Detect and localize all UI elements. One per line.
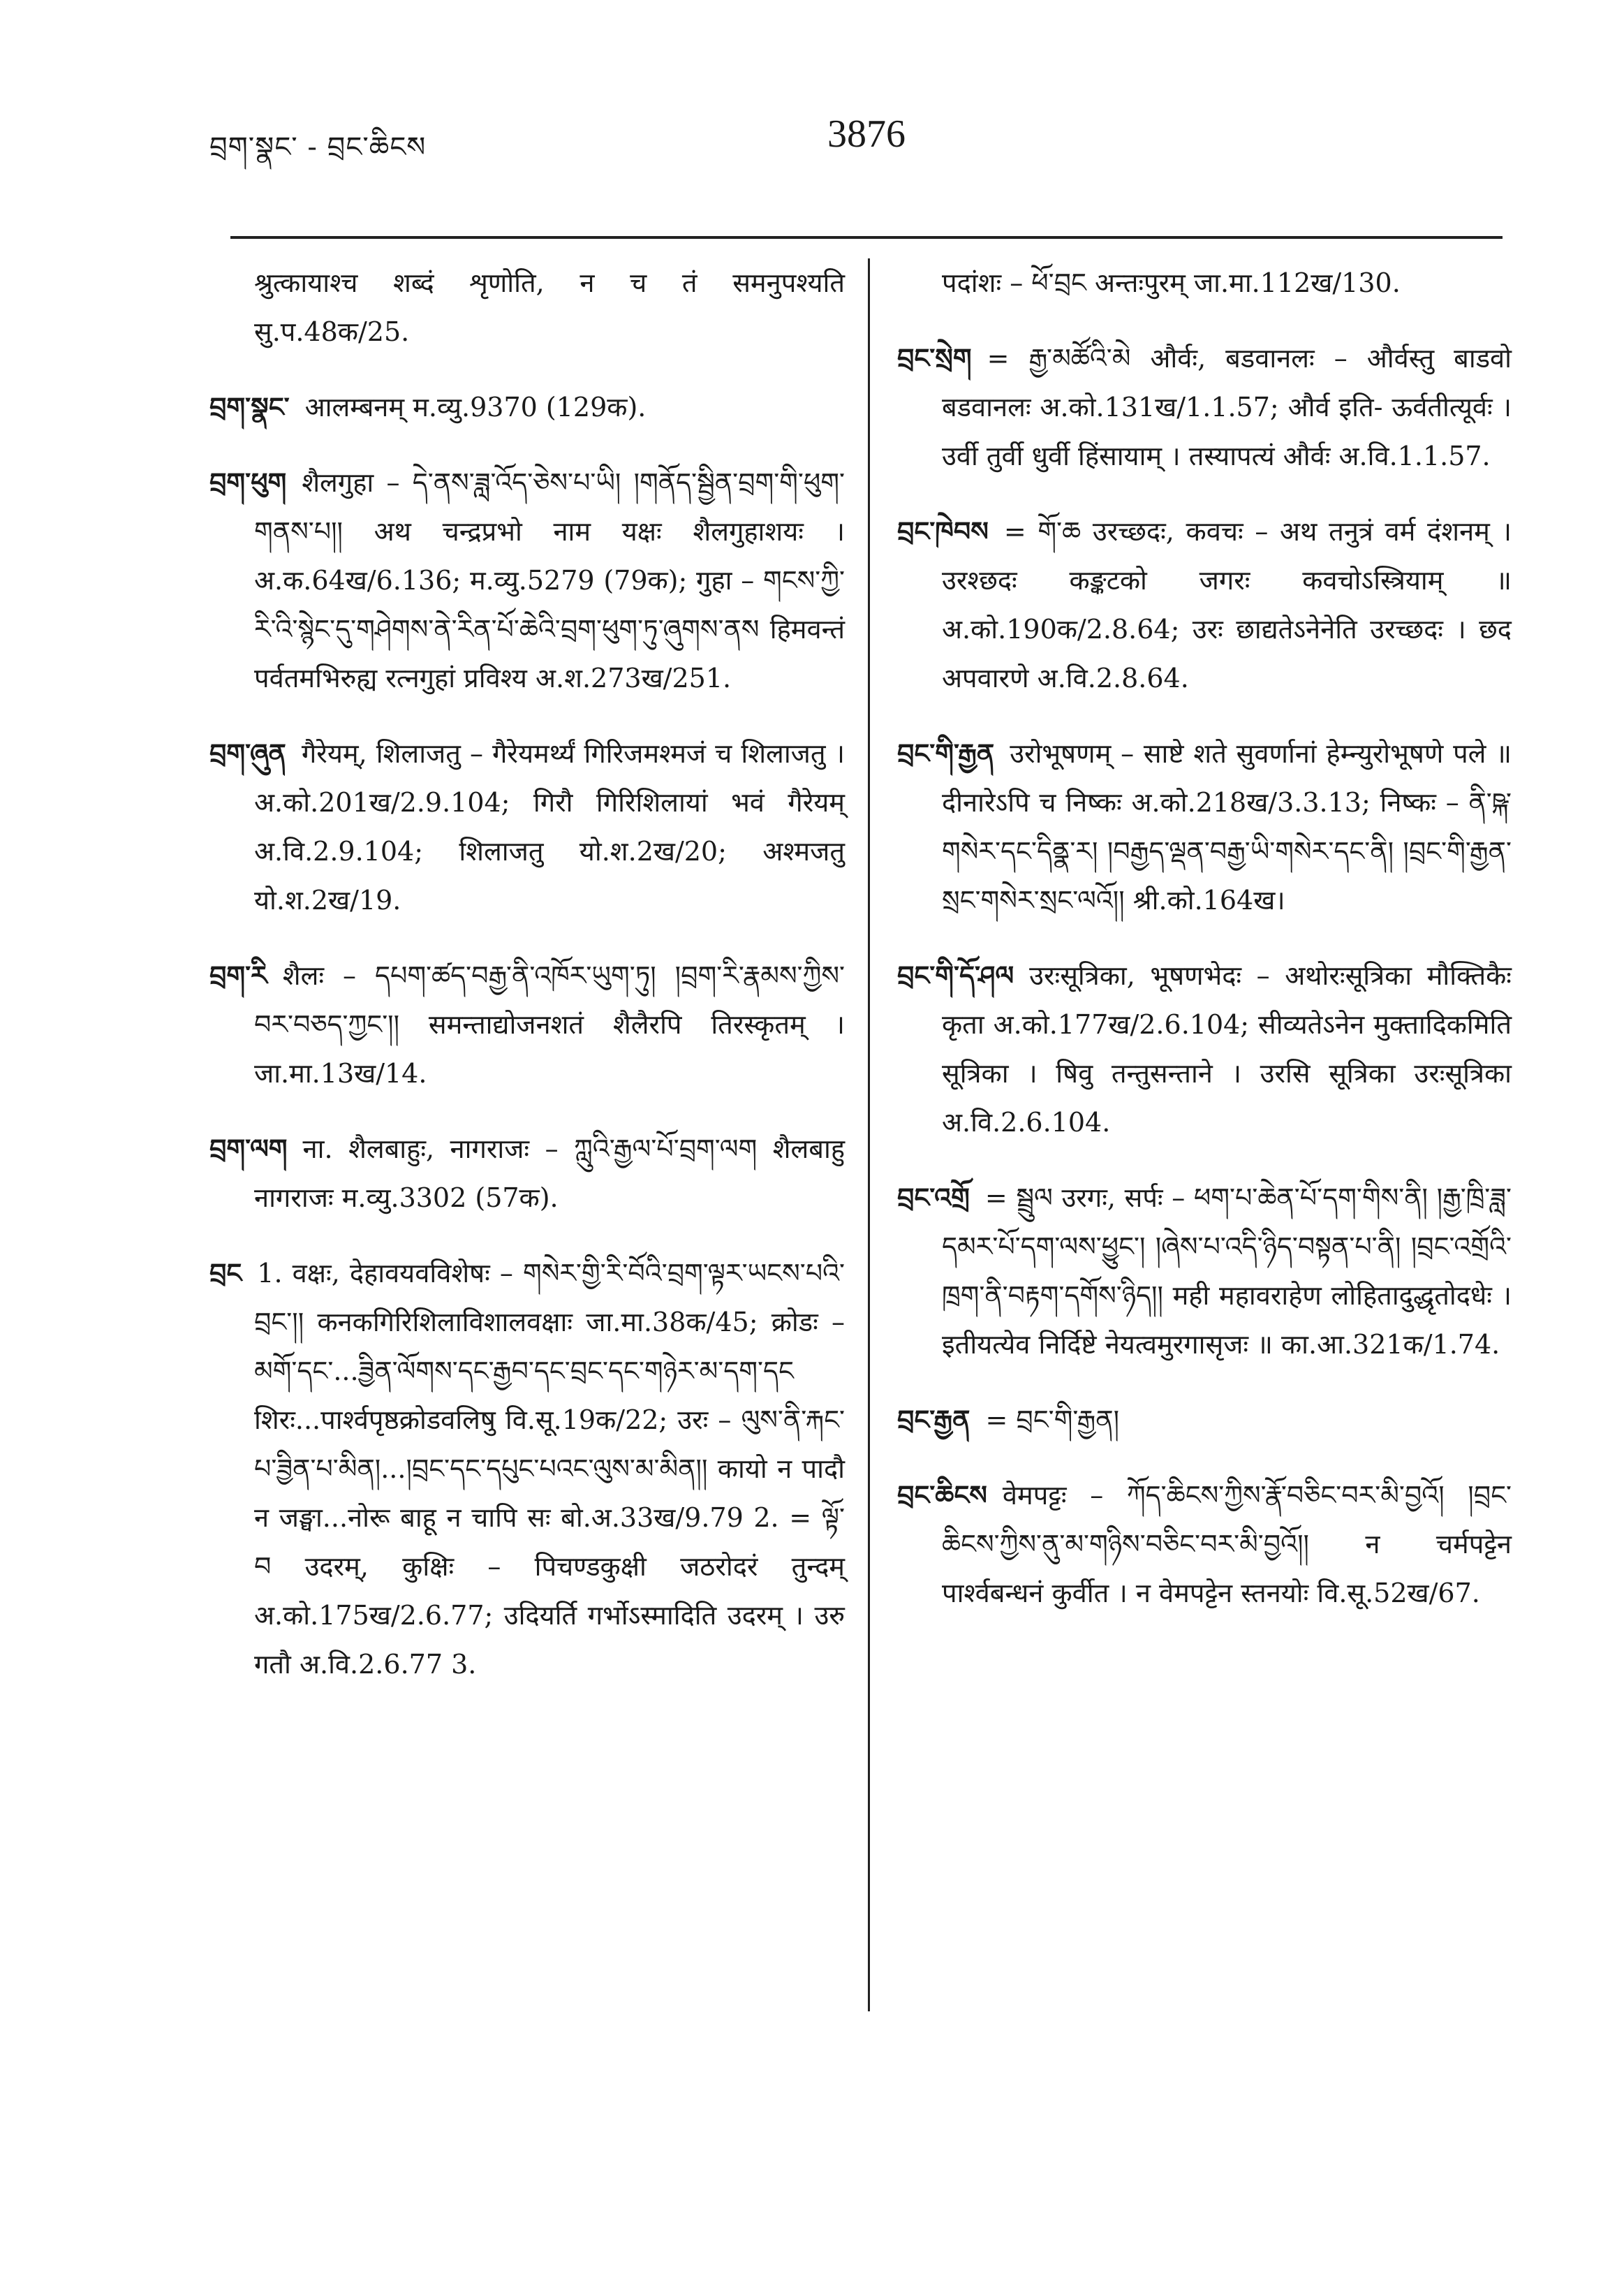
entry-headword: བྲང་གི་དོ་ཤལ bbox=[897, 960, 1014, 991]
dictionary-entry bbox=[897, 1173, 1512, 1369]
left-column bbox=[209, 258, 845, 1715]
dictionary-entry bbox=[897, 1395, 1512, 1444]
entry-text: 1. वक्षः, देहावयवविशेषः – གསེར་གྱི་རི་བོའི་བྲག་ལྟར་ཡངས་པའི་བྲང་།། कनकगिरिशिलाविशालवक्षाः जा.मा.38क/45; क्रोडः – མགོ་དང་...ཟྱིན་ལོགས་དང་རྒྱབ་དང་བྲང་དང་གཉེར་མ་དག་དང शिरः...पार्श्वपृष्ठक्रोडवलिषु वि.सू.19क/22; उरः – ལུས་ནི་རྐང་པ་ཟྱིན་པ་མིན།...།བྲང་དང་དཔུང་པའང་ལུས་མ་མིན།། कायो न पादौ न जङ्घा...नोरू बाहू न चापि सः बो.अ.33ख/9.79 2. = ལྟོ་བ उदरम्, कुक्षिः – पिचण्डकुक्षी जठरोदरं तुन्दम् अ.को.175ख/2.6.77; उदियर्ति गर्भोऽस्मादिति उदरम् । उरु गतौ अ.वि.2.6.77 3. bbox=[254, 1258, 845, 1680]
entry-text: वेमपट्टः – ཀོད་ཆིངས་ཀྱིས་རྣོ་བཅིང་བར་མི་བྱའོ། །བྲང་ཆིངས་ཀྱིས་ནུ་མ་གཉིས་བཅིང་བར་མི་བྱའོ།། न चर्मपट्टेन पार्श्वबन्धनं कुर्वीत । न वेमपट्टेन स्तनयोः वि.सू.52ख/67. bbox=[942, 1480, 1512, 1608]
entry-headword: བྲང bbox=[209, 1257, 242, 1289]
entry-text: आलम्बनम् म.व्यु.9370 (129क). bbox=[304, 392, 647, 423]
entry-headword: བྲང་གི་རྒྱན bbox=[897, 737, 995, 769]
header-rule bbox=[230, 236, 1503, 239]
entry-headword: བྲག་རི bbox=[209, 960, 267, 991]
entry-text: श्रुत्कायाश्च शब्दं शृणोति, न च तं समनुपश्यति सु.प.48क/25. bbox=[254, 267, 845, 347]
entry-text: उरोभूषणम् – साष्टे शते सुवर्णानां हेम्न्युरोभूषणे पले ॥ दीनारेऽपि च निष्कः अ.को.218ख/3.3.13; निष्कः – ནི་ཥྐ་གསེར་དང་དིནྣ་ར། །བརྒྱད་ལྡན་བརྒྱ་ཡི་གསེར་དང་ནི། །བྲང་གི་རྒྱན་སྲང་གསེར་སྲང་ལའོ།། श्री.को.164ख। bbox=[942, 738, 1512, 916]
entry-text: = གོ་ཆ उरच्छदः, कवचः – अथ तनुत्रं वर्म दंशनम् । उरश्छदः कङ्कटको जगरः कवचोऽस्त्रियाम् ॥ अ.को.190क/2.8.64; उरः छाद्यतेऽनेनेति उरच्छदः । छद अपवारणे अ.वि.2.8.64. bbox=[942, 516, 1512, 693]
entry-text: उरःसूत्रिका, भूषणभेदः – अथोरःसूत्रिका मौक्तिकैः कृता अ.को.177ख/2.6.104; सीव्यतेऽनेन मुक्तादिकमिति सूत्रिका । षिवु तन्तुसन्ताने । उरसि सूत्रिका उरःसूत्रिका अ.वि.2.6.104. bbox=[942, 960, 1512, 1138]
column-divider bbox=[868, 258, 870, 2011]
dictionary-entry bbox=[209, 383, 845, 432]
entry-headword: བྲང་འགྲོ bbox=[897, 1182, 970, 1213]
entry-headword: བྲང་ཆིངས bbox=[897, 1479, 987, 1511]
dictionary-entry bbox=[209, 1249, 845, 1689]
entry-text: शैलगुहा – དེ་ནས་ཟླ་འོད་ཅེས་པ་ཡི། །གནོད་སྦྱིན་བྲག་གི་ཕུག་གནས་པ།། अथ चन्द्रप्रभो नाम यक्षः शैलगुहाशयः । अ.क.64ख/6.136; म.व्यु.5279 (79क); गुहा – གངས་ཀྱི་རི་འི་སྙེང་དུ་གཤེགས་ནེ་རིན་པོ་ཆེའི་བྲག་ཕུག་ཏུ་ཞུགས་ནས हिमवन्तं पर्वतमभिरुह्य रत्नगुहां प्रविश्य अ.श.273ख/251. bbox=[254, 467, 845, 693]
dictionary-entry bbox=[897, 258, 1512, 307]
entry-text: ना. शैलबाहुः, नागराजः – ཀླུའི་རྒྱལ་པོ་བྲག་ལག शैलबाहु नागराजः म.व्यु.3302 (57क). bbox=[254, 1133, 845, 1213]
dictionary-entry bbox=[209, 1124, 845, 1222]
entry-text: शैलः – དཔག་ཚད་བརྒྱ་ནི་འཁོར་ཡུག་ཏུ། །བྲག་རི་རྣམས་ཀྱིས་བར་བཅད་ཀྱང་།། समन्ताद्योजनशतं शैलैरपि तिरस्कृतम् । जा.मा.13ख/14. bbox=[254, 960, 845, 1089]
dictionary-entry bbox=[897, 729, 1512, 925]
page-number: 3876 bbox=[827, 112, 906, 156]
right-column bbox=[897, 258, 1512, 1644]
dictionary-entry bbox=[209, 458, 845, 703]
entry-text: = བྲང་གི་རྒྱན། bbox=[985, 1404, 1120, 1435]
entry-text: = རྒྱ་མཚོའི་མེ और्वः, बडवानलः – और्वस्तु बाडवो बडवानलः अ.को.131ख/1.1.57; और्व इति- ऊर्वतीत्यूर्वः । उर्वी तुर्वी धुर्वी हिंसायाम् । तस्यापत्यं और्वः अ.वि.1.1.57. bbox=[942, 343, 1512, 471]
running-head: བྲག་སྣང་ - བྲང་ཆིངས bbox=[209, 131, 427, 163]
entry-headword: བྲང་སྲེག bbox=[897, 342, 972, 374]
entry-headword: བྲང་ཁེབས bbox=[897, 515, 989, 547]
dictionary-entry bbox=[209, 951, 845, 1098]
dictionary-entry bbox=[897, 1471, 1512, 1617]
entry-text: पदांशः – ཕོ་བྲང अन्तःपुरम् जा.मा.112ख/130. bbox=[942, 267, 1401, 298]
entry-headword: བྲག་སྣང་ bbox=[209, 391, 290, 423]
entry-text: = སྦྲུལ उरगः, सर्पः – ཕག་པ་ཆེན་པོ་དག་གིས་ནི། །རྒྱ་ཁྲི་ཟླ་དམར་པོ་དག་ལས་ཕྱུང་། །ཞེས་པ་འདི་ཉིད་བསྟན་པ་ནི། །བྲང་འགྲོའི་ཁྲག་ནི་བརྟག་དགོས་ཉིད།། मही महावराहेण लोहितादुद्धृतोदधेः । इतीयत्येव निर्दिष्टे नेयत्वमुरगासृजः ॥ का.आ.321क/1.74. bbox=[942, 1182, 1512, 1360]
dictionary-entry bbox=[209, 729, 845, 925]
entry-text: गैरेयम्, शिलाजतु – गैरेयमर्थ्यं गिरिजमश्मजं च शिलाजतु । अ.को.201ख/2.9.104; गिरौ गिरिशिलायां भवं गैरेयम् अ.वि.2.9.104; शिलाजतु यो.श.2ख/20; अश्मजतु यो.श.2ख/19. bbox=[254, 738, 845, 916]
dictionary-entry bbox=[897, 507, 1512, 703]
entry-headword: བྲང་རྒྱན bbox=[897, 1404, 970, 1435]
entry-headword: བྲག་ཕུག bbox=[209, 467, 287, 498]
entry-headword: བྲག་ལག bbox=[209, 1133, 288, 1164]
entry-headword: བྲག་ཞུན bbox=[209, 737, 286, 769]
dictionary-entry bbox=[897, 334, 1512, 480]
dictionary-entry bbox=[897, 951, 1512, 1147]
dictionary-entry bbox=[209, 258, 845, 356]
